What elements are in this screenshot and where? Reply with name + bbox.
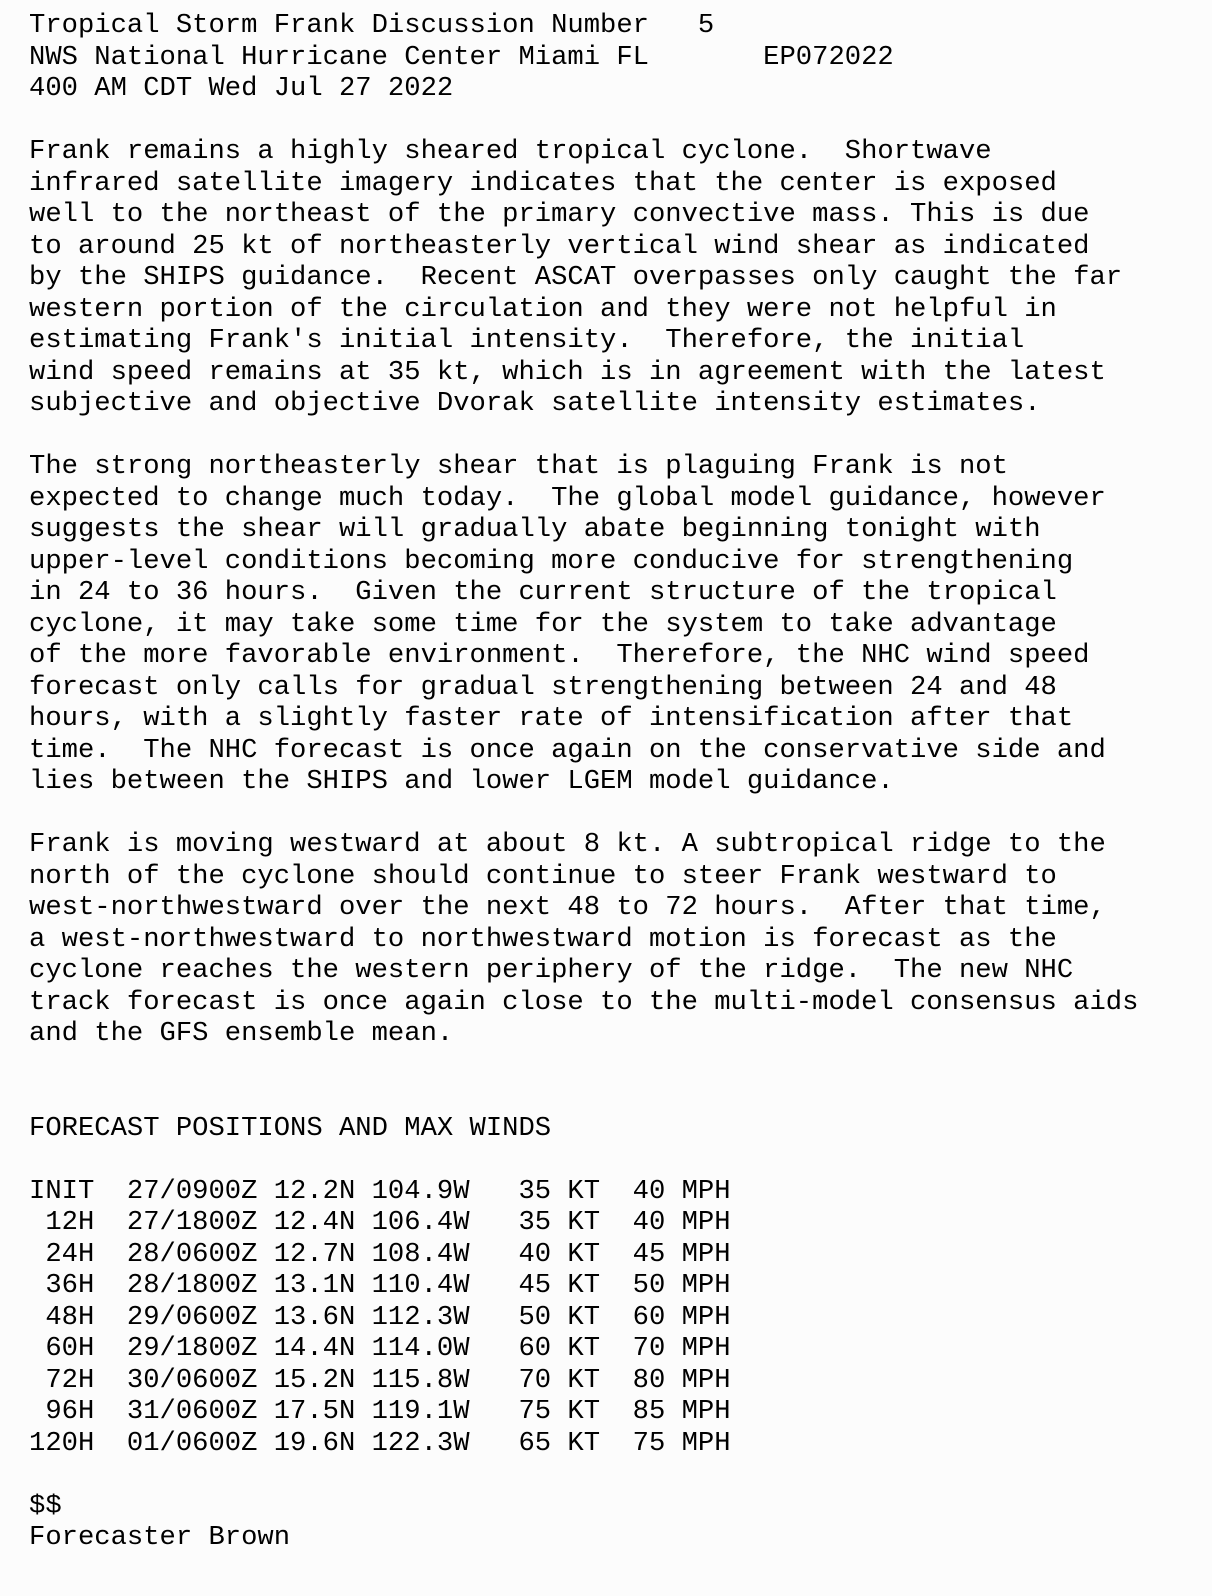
text-line: hours, with a slightly faster rate of intensification after that [29, 703, 1074, 734]
text-line: upper-level conditions becoming more conducive for strengthening [29, 545, 1074, 577]
text-line: The strong northeasterly shear that is plaguing Frank is not [29, 451, 1008, 482]
text-line: to around 25 kt of northeasterly vertical wind shear as indicated [29, 230, 1090, 262]
forecast-row: 60H 29/1800Z 14.4N 114.0W 60 KT 70 MPH [29, 1333, 731, 1364]
header-office: NWS National Hurricane Center Miami FL EP072022 [29, 41, 894, 73]
text-line: track forecast is once again close to the multi-model consensus aids [29, 986, 1139, 1018]
paragraph-3 [29, 829, 1199, 1050]
spacer [29, 1459, 1199, 1491]
forecast-row: 120H 01/0600Z 19.6N 122.3W 65 KT 75 MPH [29, 1427, 731, 1459]
text-line: well to the northeast of the primary convective mass. This is due [29, 199, 1090, 230]
text-line: time. The NHC forecast is once again on the conservative side and [29, 734, 1106, 766]
spacer [29, 798, 1199, 830]
paragraph-1 [29, 136, 1199, 420]
forecast-title: FORECAST POSITIONS AND MAX WINDS [29, 1112, 552, 1144]
text-line: by the SHIPS guidance. Recent ASCAT overpasses only caught the far [29, 262, 1123, 293]
paragraph-2 [29, 451, 1199, 798]
header-timestamp: 400 AM CDT Wed Jul 27 2022 [29, 73, 454, 104]
forecast-row: 12H 27/1800Z 12.4N 106.4W 35 KT 40 MPH [29, 1207, 731, 1238]
text-line: subjective and objective Dvorak satellite intensity estimates. [29, 388, 1041, 419]
text-line: expected to change much today. The global model guidance, however [29, 482, 1106, 514]
text-line: a west-northwestward to northwestward motion is forecast as the [29, 923, 1057, 955]
text-line: cyclone reaches the western periphery of the ridge. The new NHC [29, 955, 1074, 986]
text-line: infrared satellite imagery indicates that the center is exposed [29, 167, 1057, 199]
header-title: Tropical Storm Frank Discussion Number 5 [29, 10, 715, 41]
spacer [29, 1144, 1199, 1176]
text-line: suggests the shear will gradually abate beginning tonight with [29, 514, 1041, 545]
forecast-row: 48H 29/0600Z 13.6N 112.3W 50 KT 60 MPH [29, 1301, 731, 1333]
text-line: cyclone, it may take some time for the system to take advantage [29, 608, 1057, 640]
spacer [29, 1081, 1199, 1113]
forecast-row: 24H 28/0600Z 12.7N 108.4W 40 KT 45 MPH [29, 1238, 731, 1270]
text-line: west-northwestward over the next 48 to 72 hours. After that time, [29, 892, 1106, 923]
forecast-section [29, 1113, 1199, 1460]
text-line: lies between the SHIPS and lower LGEM model guidance. [29, 766, 894, 797]
text-line: wind speed remains at 35 kt, which is in agreement with the latest [29, 356, 1106, 388]
discussion-document [29, 10, 1199, 1554]
text-line: estimating Frank's initial intensity. Therefore, the initial [29, 325, 1025, 356]
end-marker: $$ [29, 1490, 62, 1522]
text-line: Frank is moving westward at about 8 kt. A subtropical ridge to the [29, 829, 1106, 860]
forecast-row: INIT 27/0900Z 12.2N 104.9W 35 KT 40 MPH [29, 1175, 731, 1207]
text-line: in 24 to 36 hours. Given the current structure of the tropical [29, 577, 1057, 608]
header [29, 10, 1199, 105]
forecast-row: 96H 31/0600Z 17.5N 119.1W 75 KT 85 MPH [29, 1396, 731, 1427]
footer [29, 1491, 1199, 1554]
forecast-table [29, 1176, 1199, 1460]
text-line: north of the cyclone should continue to steer Frank westward to [29, 860, 1057, 892]
forecaster-signature: Forecaster Brown [29, 1522, 291, 1553]
spacer [29, 105, 1199, 137]
text-line: and the GFS ensemble mean. [29, 1018, 454, 1049]
forecast-row: 72H 30/0600Z 15.2N 115.8W 70 KT 80 MPH [29, 1364, 731, 1396]
text-line: of the more favorable environment. Therefore, the NHC wind speed [29, 640, 1090, 671]
text-line: western portion of the circulation and they were not helpful in [29, 293, 1057, 325]
spacer [29, 1050, 1199, 1082]
spacer [29, 420, 1199, 452]
text-line: Frank remains a highly sheared tropical cyclone. Shortwave [29, 136, 992, 167]
text-line: forecast only calls for gradual strengthening between 24 and 48 [29, 671, 1057, 703]
forecast-row: 36H 28/1800Z 13.1N 110.4W 45 KT 50 MPH [29, 1270, 731, 1301]
